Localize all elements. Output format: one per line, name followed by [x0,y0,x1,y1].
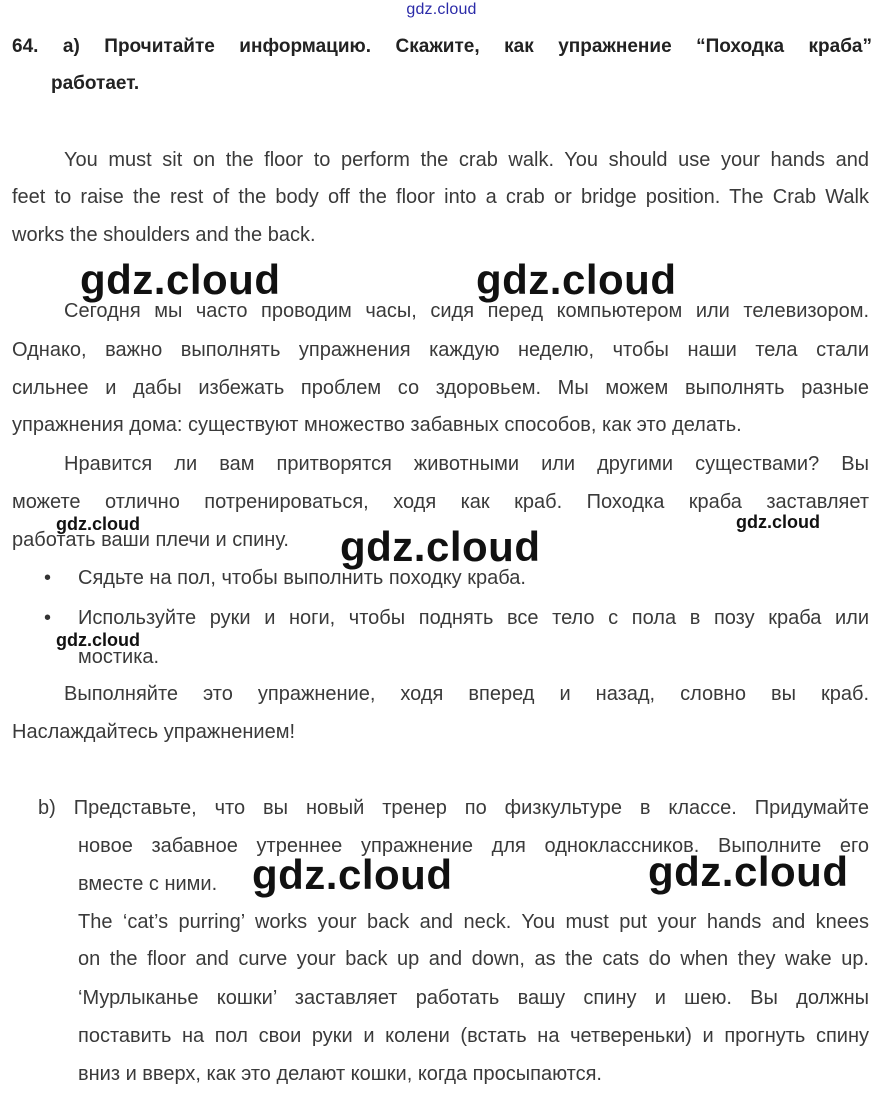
cat-russian-line-3: вниз и вверх, как это делают кошки, когда просыпаются. [78,1063,602,1085]
english-line-3: works the shoulders and the back. [12,224,316,246]
cat-russian-line-1: ‘Мурлыканье кошки’ заставляет работать вашу спину и шею. Вы должны [78,987,869,1009]
bullet-item-2: Используйте руки и ноги, чтобы поднять все тело с пола в позу краба или [78,607,869,629]
watermark-large: gdz.cloud [80,256,281,303]
watermark-large: gdz.cloud [476,256,677,303]
task-a-heading-line-1: 64. a) Прочитайте информацию. Скажите, как упражнение “Походка краба” [12,36,872,57]
russian-p1-line-2: Однако, важно выполнять упражнения каждую неделю, чтобы наши тела стали [12,339,869,361]
task-b-line-2: новое забавное утреннее упражнение для одноклассников. Выполните его [78,835,869,857]
russian-p1-line-4: упражнения дома: существуют множество забавных способов, как это делать. [12,414,742,436]
watermark-small: gdz.cloud [56,514,140,534]
russian-p1-line-1: Сегодня мы часто проводим часы, сидя перед компьютером или телевизором. [64,300,869,322]
watermark-large: gdz.cloud [340,523,541,570]
bullet-item-1: Сядьте на пол, чтобы выполнить походку краба. [78,567,526,589]
russian-p2-line-3: работать ваши плечи и спину. [12,529,289,551]
cat-english-line-1: The ‘cat’s purring’ works your back and neck. You must put your hands and knees [78,911,869,933]
task-b-line-3: вместе с ними. [78,873,218,895]
top-watermark: gdz.cloud [406,1,477,18]
english-line-1: You must sit on the floor to perform the crab walk. You should use your hands and [64,149,869,171]
english-line-2: feet to raise the rest of the body off the floor into a crab or bridge position. The Crab Walk [12,186,869,208]
task-a-heading [12,28,872,102]
russian-p3-line-2: Наслаждайтесь упражнением! [12,721,296,743]
russian-p1-line-3: сильнее и дабы избежать проблем со здоровьем. Мы можем выполнять разные [12,377,869,399]
russian-p3-line-1: Выполняйте это упражнение, ходя вперед и назад, словно вы краб. [64,683,869,705]
cat-russian-line-2: поставить на пол свои руки и колени (встать на четвереньки) и прогнуть спину [78,1025,869,1047]
task-b-line-1: b) Представьте, что вы новый тренер по физкультуре в классе. Придумайте [38,797,869,819]
cat-english-line-2: on the floor and curve your back up and down, as the cats do when they wake up. [78,948,869,970]
watermark-small: gdz.cloud [56,630,140,650]
watermark-large: gdz.cloud [252,851,453,898]
bullet-item-2-cont: мостика. [78,646,160,668]
russian-p2-line-2: можете отлично потренироваться, ходя как краб. Походка краба заставляет [12,491,869,513]
task-a-heading-line-2: работает. [51,73,140,94]
watermark-small: gdz.cloud [736,512,820,532]
bullet-dot-icon: • [44,607,52,629]
bullet-dot-icon: • [44,567,52,589]
russian-p2-line-1: Нравится ли вам притворятся животными или другими существами? Вы [64,453,869,475]
watermark-large: gdz.cloud [648,848,849,895]
